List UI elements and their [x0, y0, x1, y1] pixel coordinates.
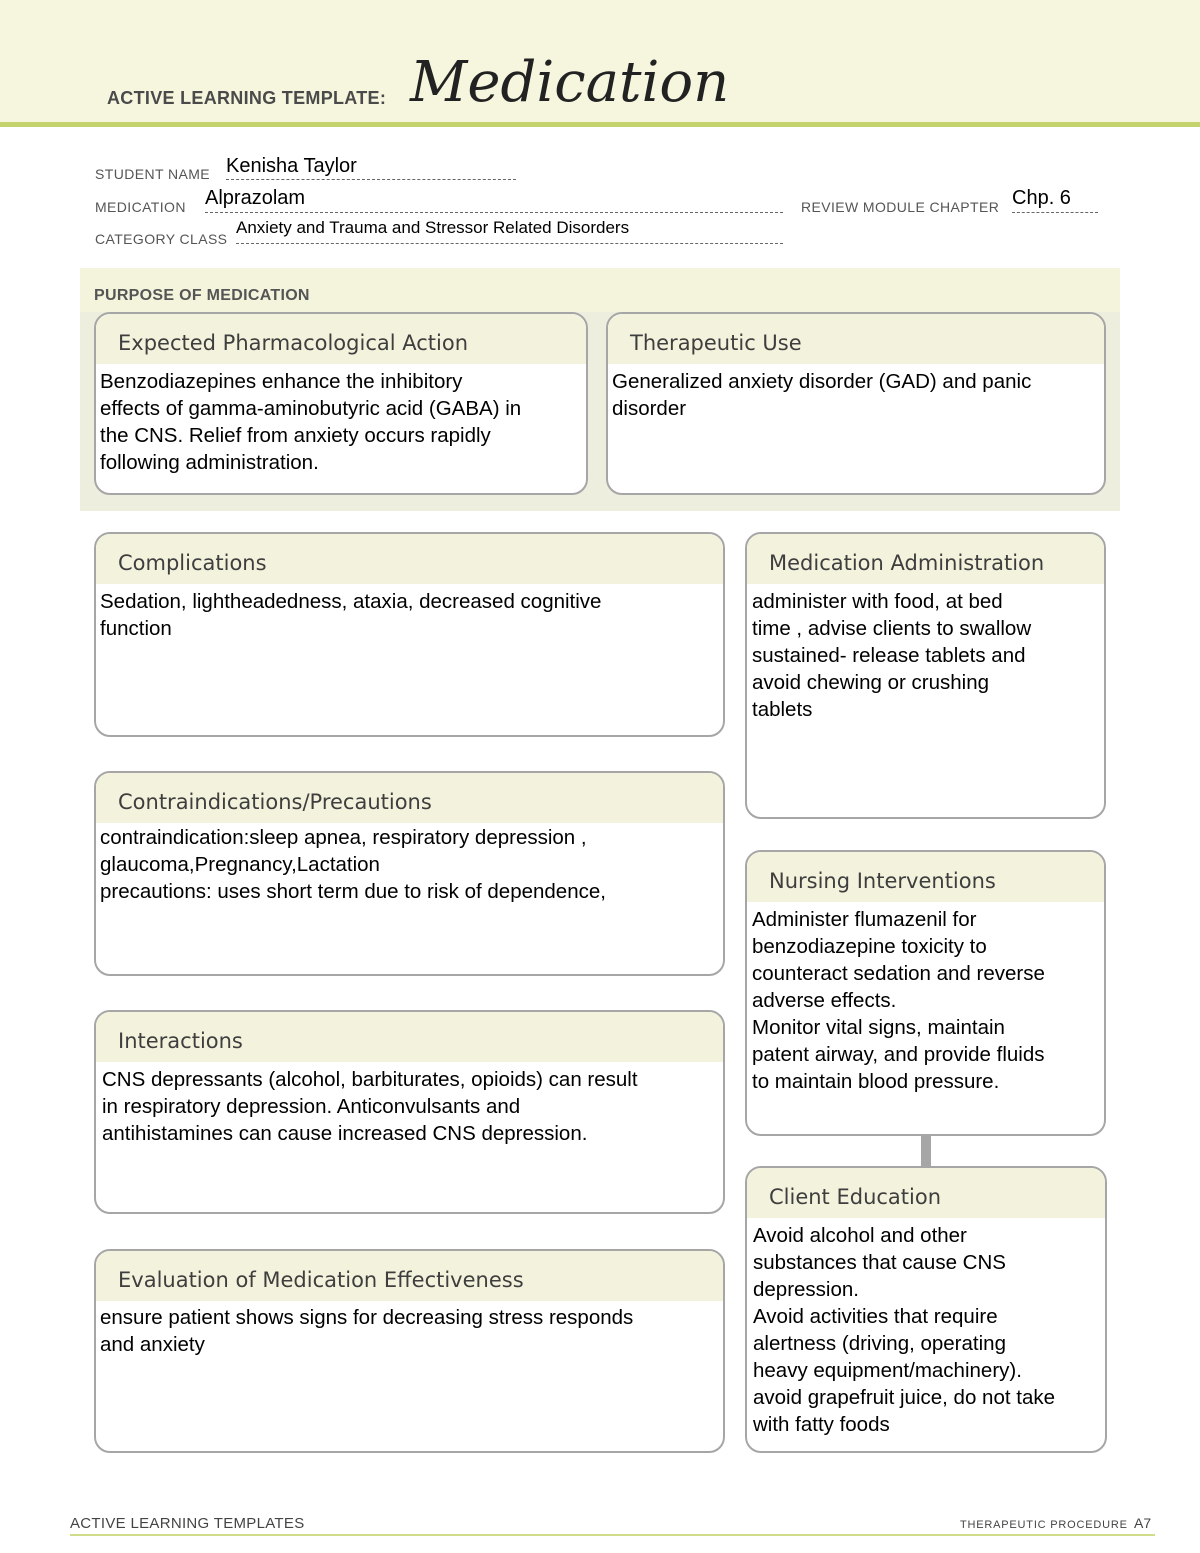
- review-chapter-line: [1012, 212, 1098, 213]
- complications-box: [94, 532, 725, 737]
- contraindications-text[interactable]: contraindication:sleep apnea, respiratory depression , glaucoma,Pregnancy,Lactation precautions: uses short term due to risk of dependence,: [100, 826, 606, 903]
- evaluation-heading: Evaluation of Medication Effectiveness: [96, 1251, 723, 1301]
- evaluation-box: [94, 1249, 725, 1453]
- interactions-text[interactable]: CNS depressants (alcohol, barbiturates, opioids) can result in respiratory depression. Anticonvulsants and antihistamines can cause increased CNS depression.: [102, 1068, 638, 1145]
- nursing-interventions-heading: Nursing Interventions: [747, 852, 1104, 902]
- complications-text[interactable]: Sedation, lightheadedness, ataxia, decreased cognitive function: [100, 590, 602, 640]
- header-rule: [0, 122, 1200, 127]
- client-education-box: [745, 1166, 1107, 1453]
- complications-heading: Complications: [96, 534, 723, 584]
- footer-rule: [70, 1534, 1155, 1536]
- medication-line: [205, 212, 783, 213]
- contraindications-heading: Contraindications/Precautions: [96, 773, 723, 823]
- category-class-value[interactable]: Anxiety and Trauma and Stressor Related Disorders: [236, 218, 630, 237]
- box-connector: [921, 1134, 931, 1166]
- category-class-line: [236, 243, 783, 244]
- footer-left: ACTIVE LEARNING TEMPLATES: [70, 1515, 305, 1532]
- expected-action-heading: Expected Pharmacological Action: [96, 314, 586, 364]
- review-chapter-value[interactable]: Chp. 6: [1012, 187, 1071, 209]
- footer-page-number: A7: [1134, 1515, 1152, 1531]
- nursing-interventions-box: [745, 850, 1106, 1136]
- interactions-heading: Interactions: [96, 1012, 723, 1062]
- expected-action-box: [94, 312, 588, 495]
- administration-text[interactable]: administer with food, at bed time , advise clients to swallow sustained- release tablets and avoid chewing or crushing tablets: [752, 590, 1032, 721]
- administration-box: [745, 532, 1106, 819]
- student-name-value[interactable]: Kenisha Taylor: [226, 155, 357, 177]
- evaluation-text[interactable]: ensure patient shows signs for decreasing stress responds and anxiety: [100, 1306, 634, 1356]
- page-title: Medication: [410, 50, 730, 115]
- student-name-label: STUDENT NAME: [95, 166, 210, 182]
- expected-action-text[interactable]: Benzodiazepines enhance the inhibitory effects of gamma-aminobutyric acid (GABA) in the CNS. Relief from anxiety occurs rapidly following administration.: [100, 370, 522, 474]
- therapeutic-use-box: [606, 312, 1106, 495]
- student-name-line: [226, 179, 516, 180]
- administration-heading: Medication Administration: [747, 534, 1104, 584]
- interactions-box: [94, 1010, 725, 1214]
- category-class-label: CATEGORY CLASS: [95, 231, 228, 247]
- client-education-heading: Client Education: [747, 1168, 1105, 1218]
- medication-label: MEDICATION: [95, 199, 186, 215]
- therapeutic-use-text[interactable]: Generalized anxiety disorder (GAD) and panic disorder: [612, 370, 1032, 420]
- contraindications-box: [94, 771, 725, 976]
- nursing-interventions-text[interactable]: Administer flumazenil for benzodiazepine toxicity to counteract sedation and reverse adverse effects. Monitor vital signs, maintain patent airway, and provide fluids to maintain blood pressure.: [752, 908, 1045, 1093]
- template-label: ACTIVE LEARNING TEMPLATE:: [107, 88, 387, 108]
- client-education-text[interactable]: Avoid alcohol and other substances that cause CNS depression. Avoid activities that require alertness (driving, operating heavy equipment/machinery). avoid grapefruit juice, do not take with fatty foods: [753, 1224, 1055, 1436]
- therapeutic-use-heading: Therapeutic Use: [608, 314, 1104, 364]
- purpose-title: PURPOSE OF MEDICATION: [94, 287, 310, 304]
- footer-right: THERAPEUTIC PROCEDURE: [960, 1519, 1128, 1531]
- review-chapter-label: REVIEW MODULE CHAPTER: [801, 199, 1000, 215]
- medication-value[interactable]: Alprazolam: [205, 187, 306, 209]
